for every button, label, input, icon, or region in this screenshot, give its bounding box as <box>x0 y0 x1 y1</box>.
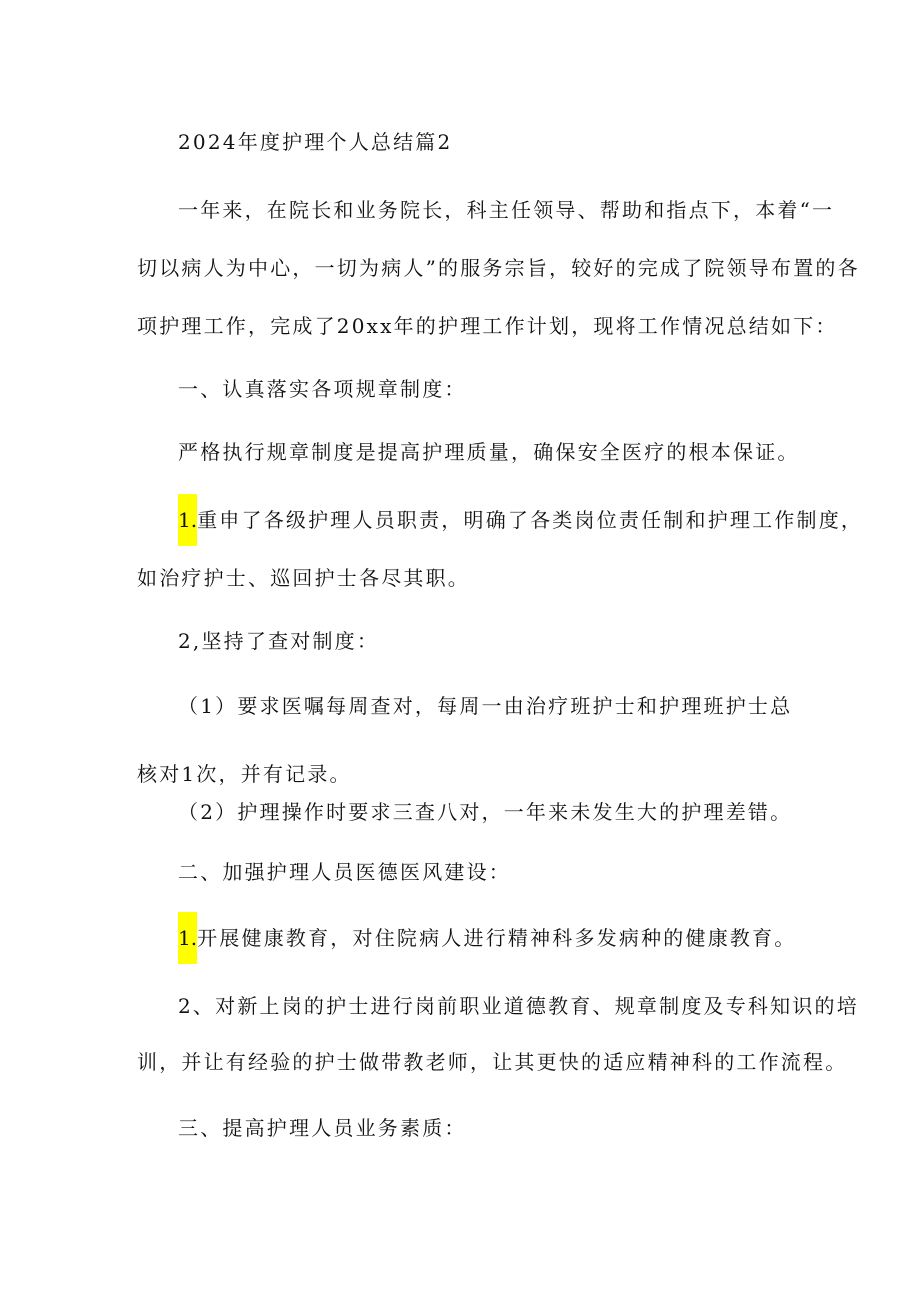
section-2-item-1-text: 开展健康教育，对住院病人进行精神科多发病种的健康教育。 <box>197 926 797 950</box>
highlight-marker: 1. <box>178 912 197 964</box>
section-2-item-2-cont: 训，并让有经验的护士做带教老师，让其更快的适应精神科的工作流程。 <box>137 1050 848 1074</box>
intro-line-3: 项护理工作，完成了20xx年的护理工作计划，现将工作情况总结如下： <box>137 314 838 338</box>
section-2-item-1 <box>178 924 797 952</box>
document-title: 2024年度护理个人总结篇2 <box>178 130 453 154</box>
section-1-sub-1-cont: 核对1次，并有记录。 <box>137 762 352 786</box>
section-3-heading: 三、提高护理人员业务素质： <box>178 1116 467 1140</box>
section-1-sub-1: （1）要求医嘱每周查对，每周一由治疗班护士和护理班护士总 <box>178 694 793 718</box>
section-2-heading: 二、加强护理人员医德医风建设： <box>178 860 511 884</box>
section-1-sub-2: （2）护理操作时要求三查八对，一年来未发生大的护理差错。 <box>178 800 793 824</box>
section-1-item-1-text: 重申了各级护理人员职责，明确了各类岗位责任制和护理工作制度， <box>197 508 864 532</box>
intro-line-1: 一年来，在院长和业务院长，科主任领导、帮助和指点下，本着“一 <box>178 198 835 222</box>
section-1-item-2: 2,坚持了查对制度： <box>178 629 380 653</box>
highlight-marker: 1. <box>178 494 197 546</box>
section-1-lead: 严格执行规章制度是提高护理质量，确保安全医疗的根本保证。 <box>178 440 800 464</box>
section-1-item-1 <box>178 506 863 534</box>
section-1-heading: 一、认真落实各项规章制度： <box>178 377 467 401</box>
intro-line-2: 切以病人为中心，一切为病人”的服务宗旨，较好的完成了院领导布置的各 <box>137 256 860 280</box>
section-1-item-1-cont: 如治疗护士、巡回护士各尽其职。 <box>137 566 470 590</box>
section-2-item-2: 2、对新上岗的护士进行岗前职业道德教育、规章制度及专科知识的培 <box>178 994 859 1018</box>
